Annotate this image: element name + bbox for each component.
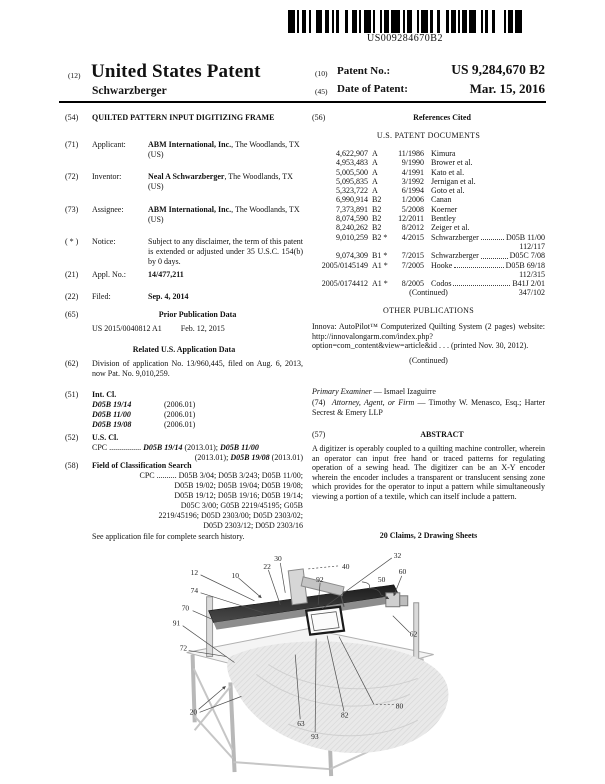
header-rule [59, 101, 546, 103]
patent-number-label: Patent No.: [337, 65, 391, 77]
reference-date: 4/1991 [401, 167, 424, 177]
figure-ref-numeral-91: 91 [172, 618, 181, 628]
reference-date: 4/2015 [401, 232, 424, 242]
figure-ref-numeral-92: 92 [316, 574, 324, 584]
reference-date: 7/2015 [401, 251, 424, 261]
reference-main [424, 214, 545, 223]
figure-ref-numeral-62: 62 [409, 629, 418, 639]
attorney-names: — Timothy W. Menasco, Esq.; Harter Secrest & Emery LLP [312, 398, 546, 417]
reference-number: 9,010,259 [336, 232, 368, 242]
cpc-segment: D05B 19/14 [143, 443, 183, 452]
cpc-segment: (2013.01); [194, 453, 231, 462]
reference-name: Codos [431, 279, 452, 289]
reference-kind-code: B2 [372, 214, 382, 224]
field-71-applicant [65, 140, 303, 160]
field-57-abstract [312, 430, 545, 440]
field-72-code: (72) [65, 172, 79, 181]
int-cl-rows [65, 400, 303, 430]
reference-name: Hooke [431, 260, 453, 270]
field-74-code: (74) [312, 398, 326, 407]
references-list [312, 149, 545, 298]
other-publications-heading: OTHER PUBLICATIONS [383, 306, 474, 315]
digitizer-tablet [306, 607, 344, 635]
figure-ref-numeral-60: 60 [398, 566, 407, 576]
applicant-name: ABM International, Inc. [148, 140, 232, 149]
assignee-label: Assignee: [92, 205, 124, 214]
reference-main [424, 158, 545, 167]
reference-name: Goto et al. [431, 186, 465, 196]
other-publication-text: Innova: AutoPilot™ Computerized Quilting System (2 pages) website: http://innovalongarm.com/index.php?option=com_content&view=article&id . . . (printed Nov. 30, 2012). [312, 322, 545, 350]
field-notice [65, 237, 303, 267]
inventor-address: , The Woodlands, TX (US) [148, 172, 293, 191]
reference-name: Kato et al. [431, 167, 465, 177]
quilt-fabric-texture [227, 641, 448, 753]
reference-dot-leader [453, 279, 510, 286]
notice-label: Notice: [92, 237, 116, 246]
classification-search-lines [92, 471, 303, 531]
reference-kind-code: B2 [372, 223, 382, 233]
barcode-gap [495, 10, 504, 33]
inventor-surname: Schwarzberger [92, 85, 167, 97]
field-56-code: (56) [312, 113, 326, 122]
reference-main [424, 261, 545, 270]
int-cl-version: (2006.01) [164, 400, 196, 409]
reference-main [424, 168, 545, 177]
reference-number: 8,074,590 [336, 214, 368, 224]
figure-ref-numeral-50: 50 [377, 574, 386, 584]
reference-number: 5,005,500 [336, 167, 368, 177]
related-application-heading: Related U.S. Application Data [132, 345, 236, 354]
reference-class: B41J 2/01 [512, 279, 545, 289]
reference-main [424, 233, 545, 242]
reference-class-line2: 112/117 [519, 241, 545, 251]
reference-kind-code: B2 * [372, 232, 388, 242]
reference-date: 5/2008 [401, 204, 424, 214]
field-58-classification-search [65, 461, 303, 542]
us-patent-reference-row [312, 205, 545, 214]
reference-number: 6,990,914 [336, 195, 368, 205]
patent-number: US 9,284,670 B2 [451, 62, 545, 77]
us-patent-reference-row [312, 261, 545, 270]
reference-class-line2: 112/315 [519, 269, 545, 279]
field-52-us-cl [65, 433, 303, 463]
barcode-gap [339, 10, 346, 33]
reference-dot-leader [481, 251, 508, 258]
reference-number: 5,323,722 [336, 186, 368, 196]
field-57-code: (57) [312, 430, 326, 439]
filed-label: Filed: [92, 292, 111, 301]
classification-search-line: D05B 19/02; D05B 19/04; D05B 19/08; [174, 481, 303, 490]
cpc-segment: D05B 11/00 [220, 443, 259, 452]
field-21-appl-no [65, 270, 303, 280]
cpc-lines [65, 443, 303, 463]
left-column [65, 110, 303, 550]
barcode-text: US009284670B2 [367, 33, 443, 44]
assignee-address: , The Woodlands, TX (US) [148, 205, 300, 224]
reference-class-line2: 347/102 [518, 288, 545, 298]
cpc-segment: (2013.01); [182, 443, 221, 452]
reference-name: Schwarzberger [431, 232, 479, 242]
figure-ref-numeral-30: 30 [274, 553, 282, 563]
us-patent-documents-heading: U.S. PATENT DOCUMENTS [376, 131, 481, 140]
us-patent-reference-row [312, 149, 545, 158]
barcode [288, 10, 522, 33]
field-54-title [65, 113, 303, 123]
us-patent-reference-row [312, 251, 545, 260]
figure-ref-numeral-40: 40 [342, 561, 350, 571]
left-frame-post [207, 597, 213, 657]
reference-main [424, 149, 545, 158]
reference-name: Kimura [431, 149, 456, 158]
publication-number: US 2015/0040812 A1 [92, 324, 162, 333]
us-patent-reference-row [312, 158, 545, 167]
us-patent-reference-row [312, 233, 545, 242]
reference-main [424, 177, 545, 186]
reference-kind-code: A [372, 167, 378, 177]
classification-search-line: CPC .......... D05B 3/04; D05B 3/243; D05B 11/00; [139, 471, 303, 480]
reference-class: D05C 7/08 [509, 251, 545, 261]
reference-date: 3/1992 [401, 176, 424, 186]
abstract-text: A digitizer is operably coupled to a quilting machine controller, wherein an operator can input free hand or traced patterns for regulating operation of a sewing head. The digitizer can be an X-Y encoder wherein the encoder includes a transparent or translucent sensing zone which provides for the operator to input a pattern while simultaneously viewing a portion of a textile, which can itself include a pattern. [312, 444, 545, 501]
other-publications-continued: (Continued) [409, 356, 448, 365]
reference-date: 11/1986 [398, 149, 424, 158]
reference-number: 5,095,835 [336, 176, 368, 186]
us-patent-reference-row [312, 195, 545, 204]
classification-search-footer: See application file for complete search history. [92, 532, 245, 541]
reference-name: Schwarzberger [431, 251, 479, 261]
reference-name: Brower et al. [431, 158, 473, 168]
references-continued: (Continued) [409, 288, 448, 297]
reference-kind-code: A1 * [372, 260, 388, 270]
reference-number: 4,953,483 [336, 158, 368, 168]
classification-search-line: D05C 3/00; G05B 2219/45195; G05B [180, 501, 303, 510]
reference-name: Zeiger et al. [431, 223, 470, 233]
applicant-label: Applicant: [92, 140, 126, 149]
cpc-line [92, 443, 303, 453]
document-type-title: United States Patent [91, 61, 261, 82]
barcode-bar [391, 10, 400, 33]
reference-kind-code: A [372, 149, 378, 158]
inventor-label: Inventor: [92, 172, 122, 181]
publication-date: Feb. 12, 2015 [180, 324, 225, 333]
reference-main [424, 186, 545, 195]
barcode-bar [288, 10, 295, 33]
reference-number: 4,622,907 [336, 149, 368, 158]
us-patent-reference-row [312, 223, 545, 232]
reference-number: 2005/0145149 [321, 260, 368, 270]
invention-title: QUILTED PATTERN INPUT DIGITIZING FRAME [92, 113, 275, 122]
figure-drawing [168, 545, 528, 784]
reference-number: 8,240,262 [336, 223, 368, 233]
reference-date: 9/1990 [401, 158, 424, 168]
prior-publication-heading: Prior Publication Data [158, 310, 237, 319]
reference-name: Canan [431, 195, 452, 205]
field-22-filed [65, 292, 303, 302]
inventor-value [148, 172, 303, 192]
end-unit-housing [386, 593, 400, 607]
reference-main [424, 195, 545, 204]
primary-examiner-label: Primary Examiner [312, 387, 372, 396]
kind-code-12: (12) [68, 71, 81, 80]
barcode-bar [364, 10, 371, 33]
reference-main [424, 205, 545, 214]
barcode-bar [469, 10, 476, 33]
field-58-code: (58) [65, 461, 79, 470]
classification-search-heading: Field of Classification Search [92, 461, 192, 470]
field-22-code: (22) [65, 292, 79, 301]
field-52-code: (52) [65, 433, 79, 442]
field-54-code: (54) [65, 113, 79, 122]
reference-kind-code: A [372, 158, 378, 168]
field-73-assignee [65, 205, 303, 225]
attorney-line [312, 398, 545, 418]
us-cl-heading: U.S. Cl. [92, 433, 119, 442]
division-text: Division of application No. 13/960,445, filed on Aug. 6, 2013, now Pat. No. 9,010,259. [92, 359, 303, 378]
abstract-heading: ABSTRACT [420, 430, 464, 439]
cpc-segment: (2013.01) [269, 453, 303, 462]
barcode-gap [440, 10, 447, 33]
date-of-patent: Mar. 15, 2016 [469, 81, 545, 96]
reference-date: 12/2011 [398, 214, 424, 224]
notice-code: ( * ) [65, 237, 79, 246]
field-71-code: (71) [65, 140, 79, 149]
reference-main [424, 251, 545, 260]
reference-name: Jernigan et al. [431, 176, 476, 186]
reference-kind-code: A1 * [372, 279, 388, 289]
reference-number: 7,373,891 [336, 204, 368, 214]
us-patent-reference-row [312, 168, 545, 177]
reference-main [424, 223, 545, 232]
assignee-value [148, 205, 303, 225]
field-65-prior-publication [65, 310, 303, 334]
int-cl-class: D05B 11/00 [92, 410, 131, 419]
notice-text: Subject to any disclaimer, the term of this patent is extended or adjusted under 35 U.S.C. 154(b) by 0 days. [148, 237, 303, 266]
field-65-code: (65) [65, 310, 79, 319]
int-cl-heading: Int. Cl. [92, 390, 117, 399]
kind-code-45: (45) [315, 87, 328, 96]
figure-ref-numeral-10: 10 [231, 570, 239, 580]
us-patent-reference-row [312, 186, 545, 195]
field-72-inventor [65, 172, 303, 192]
us-patent-reference-row [312, 214, 545, 223]
int-cl-version: (2006.01) [164, 410, 196, 419]
reference-class: D05B 69/18 [505, 260, 545, 270]
cpc-segment: D05B 19/08 [230, 453, 270, 462]
barcode-bar [316, 10, 323, 33]
reference-date: 1/2006 [401, 195, 424, 205]
us-patent-reference-row [312, 177, 545, 186]
field-51-code: (51) [65, 390, 79, 399]
figure-ref-numeral-12: 12 [190, 567, 199, 577]
reference-class: D05B 11/00 [505, 232, 545, 242]
figure-ref-numeral-63: 63 [297, 719, 305, 729]
reference-kind-code: B1 * [372, 251, 388, 261]
references-cited-heading: References Cited [413, 113, 471, 122]
field-62-code: (62) [65, 359, 79, 368]
field-21-code: (21) [65, 270, 79, 279]
applicant-value [148, 140, 303, 160]
figure-ref-numeral-72: 72 [179, 643, 188, 653]
reference-kind-code: A [372, 186, 378, 196]
reference-number: 2005/0174412 [321, 279, 368, 289]
appl-no-value: 14/477,211 [148, 270, 184, 279]
classification-search-line: D05D 2303/12; D05D 2303/16 [203, 521, 303, 530]
field-73-code: (73) [65, 205, 79, 214]
reference-name: Koerner [431, 204, 458, 214]
reference-date: 6/1994 [401, 186, 424, 196]
int-cl-row [92, 400, 303, 410]
end-unit-motor [400, 596, 408, 606]
reference-date: 8/2012 [401, 223, 424, 233]
figure-ref-numeral-32: 32 [393, 550, 402, 560]
field-56-references [312, 113, 545, 123]
figure-ref-numeral-80: 80 [395, 701, 404, 711]
filed-value: Sep. 4, 2014 [148, 292, 189, 301]
cpc-segment: CPC ................ [92, 443, 144, 452]
int-cl-row [92, 420, 303, 430]
reference-name: Bentley [431, 214, 456, 224]
barcode-bar [421, 10, 428, 33]
reference-number: 9,074,309 [336, 251, 368, 261]
field-51-int-cl [65, 390, 303, 430]
date-of-patent-label: Date of Patent: [337, 83, 408, 95]
int-cl-class: D05B 19/14 [92, 400, 132, 409]
figure-ref-numeral-22: 22 [263, 561, 271, 571]
int-cl-version: (2006.01) [164, 420, 196, 429]
barcode-bar [515, 10, 522, 33]
kind-code-10: (10) [315, 69, 328, 78]
reference-dot-leader [481, 233, 504, 240]
reference-kind-code: B2 [372, 204, 382, 214]
right-column [312, 110, 545, 560]
int-cl-row [92, 410, 303, 420]
figure-ref-numeral-20: 20 [189, 707, 198, 717]
field-62-division [65, 359, 303, 379]
classification-search-line: D05B 19/12; D05B 19/16; D05B 19/14; [174, 491, 303, 500]
reference-dot-leader [454, 261, 503, 268]
reference-kind-code: B2 [372, 195, 382, 205]
figure-ref-numeral-82: 82 [341, 710, 349, 720]
figure-ref-numeral-70: 70 [181, 603, 190, 613]
inventor-name: Neal A Schwarzberger [148, 172, 225, 181]
primary-examiner-name: — Ismael Izaguirre [371, 387, 436, 396]
applicant-address: , The Woodlands, TX (US) [148, 140, 300, 159]
figure-ref-numeral-93: 93 [311, 732, 319, 742]
assignee-name: ABM International, Inc. [148, 205, 232, 214]
reference-date: 8/2005 [401, 279, 424, 289]
figure-ref-numeral-74: 74 [190, 585, 199, 595]
classification-search-line: 2219/45196; D05D 2303/00; D05D 2303/02; [158, 511, 303, 520]
primary-examiner-line [312, 387, 545, 397]
claims-drawing-sheets-line: 20 Claims, 2 Drawing Sheets [379, 531, 478, 540]
reference-kind-code: A [372, 176, 378, 186]
reference-date: 7/2005 [401, 260, 424, 270]
attorney-label: Attorney, Agent, or Firm [331, 398, 415, 407]
int-cl-class: D05B 19/08 [92, 420, 132, 429]
appl-no-label: Appl. No.: [92, 270, 126, 279]
